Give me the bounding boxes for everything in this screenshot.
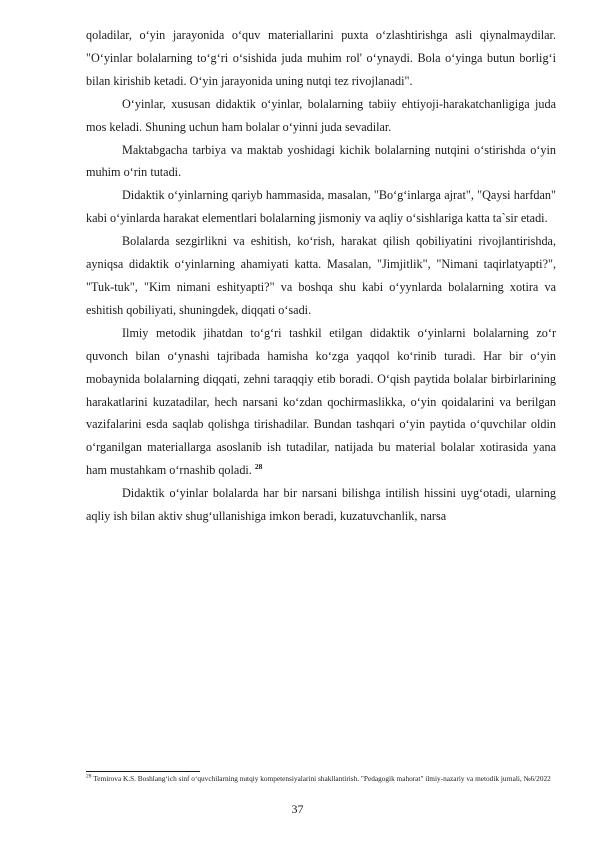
paragraph-6-text: Ilmiy metodik jihatdan to‘g‘ri tashkil etilgan didaktik o‘yinlarni bolalarning zo‘r quvonch bilan o‘ynashi tajribada hamisha ko‘zga yaqqol ko‘rinib turadi. Har bir o‘yin mobaynida bolalarning diqqati, zehni taraqqiy etib boradi. O‘qish paytida bolalar birbirlarining harakatlarini kuzatadilar, hech narsani ko‘zdan qochirmaslikka, o‘yin qoidalarini va berilgan vazifalarini esda saqlab qolishga tirishadilar. Bundan tashqari o‘yin paytida o‘quvchilar oldin o‘rganilgan materiallarga asoslanib ish tutadilar, natijada bu material bolalar xotirasida yana ham mustahkam o‘rnashib qoladi. xyxy=(86,325,556,478)
footnote-reference[interactable]: 28 xyxy=(254,462,263,472)
page-number: 37 xyxy=(291,802,304,816)
paragraph-7: Didaktik o‘yinlar bolalarda har bir narsani bilishga intilish hissini uyg‘otadi, ularning aqliy ish bilan aktiv shug‘ullanishiga imkon beradi, kuzatuvchanlik, narsa xyxy=(86,486,556,524)
page-body xyxy=(86,24,556,528)
paragraph-3: Maktabgacha tarbiya va maktab yoshidagi kichik bolalarning nutqini o‘stirishda o‘yin muhim o‘rin tutadi. xyxy=(86,142,556,180)
paragraph-4: Didaktik o‘yinlarning qariyb hammasida, masalan, "Bo‘g‘inlarga ajrat", "Qaysi harfdan" kabi o‘yinlarda harakat elementlari bolalarning jismoniy va aqliy o‘sishlariga katta ta`sir etadi. xyxy=(86,188,556,226)
footnote-separator xyxy=(86,771,200,772)
footnote-text: Temirova K.S. Boshlang‘ich sinf o‘quvchilarning nutqiy kompetensiyalarini shakllantirish. "Pedagogik mahorat" ilmiy-nazariy va metodik jurnali, №6/2022 xyxy=(93,774,551,783)
footnote-number: 28 xyxy=(86,773,92,780)
paragraph-5: Bolalarda sezgirlikni va eshitish, ko‘rish, harakat qilish qobiliyatini rivojlantirishda, ayniqsa didaktik o‘yinlarning ahamiyati katta. Masalan, "Jimjitlik", "Nimani taqirlatyapti?", "Tuk-tuk", "Kim nimani eshityapti?" va boshqa shu kabi o‘yynlarda bolalarning xotira va eshitish qobiliyati, shuningdek, diqqati o‘sadi. xyxy=(86,234,556,317)
paragraph-2: O‘yinlar, xususan didaktik o‘yinlar, bolalarning tabiiy ehtiyoji-harakatchanligiga juda mos keladi. Shuning uchun ham bolalar o‘yinni juda sevadilar. xyxy=(86,96,556,134)
footnote xyxy=(86,773,556,784)
paragraph-1: qoladilar, o‘yin jarayonida o‘quv materiallarini puxta o‘zlashtirishga asli qiynalmaydilar. "O‘yinlar bolalarning to‘g‘ri o‘sishida juda muhim rol' o‘ynaydi. Bola o‘yinga butun borlig‘i bilan kirishib ketadi. O‘yin jarayonida uning nutqi tez rivojlanadi". xyxy=(86,28,556,88)
paragraph-6 xyxy=(86,322,556,482)
